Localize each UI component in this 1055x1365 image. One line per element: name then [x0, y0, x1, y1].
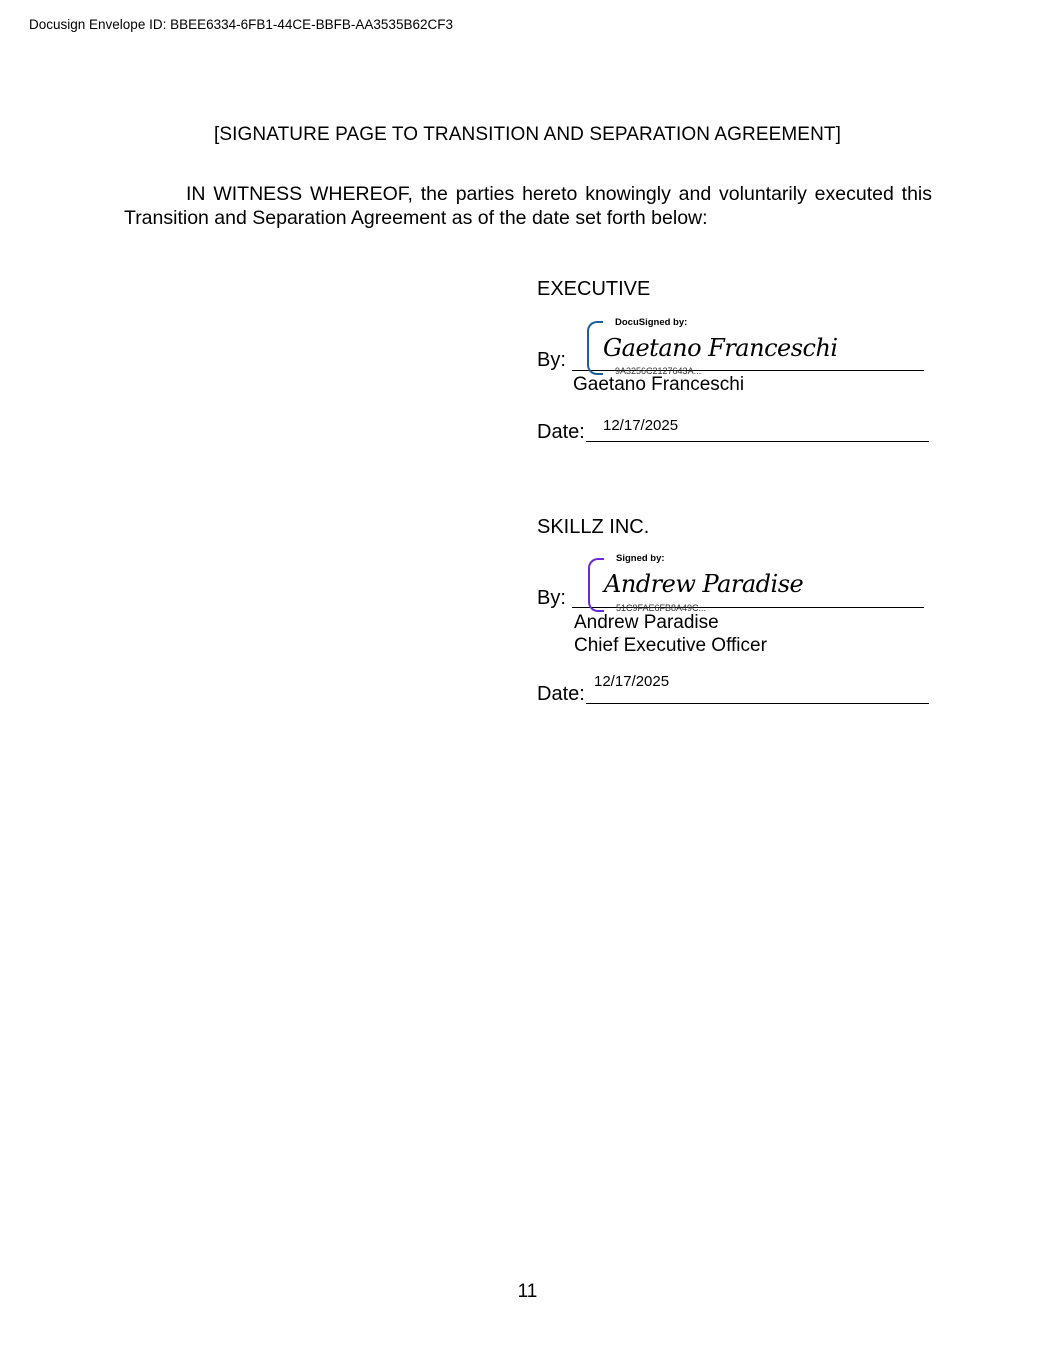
executive-docusign-bracket	[587, 321, 603, 375]
executive-date-line	[586, 441, 929, 442]
company-signature: Andrew Paradise	[604, 570, 804, 598]
executive-docusign-id: 9A3256C2127643A...	[615, 366, 702, 376]
witness-line-1: IN WITNESS WHEREOF, the parties hereto knowingly and voluntarily executed this	[186, 183, 932, 205]
witness-paragraph	[124, 182, 932, 230]
witness-line-2: Transition and Separation Agreement as of the date set forth below:	[124, 207, 708, 229]
company-docusign-label: Signed by:	[616, 553, 665, 564]
company-docusign-id: 51C9FAE6FB8A49C...	[616, 603, 707, 613]
executive-heading: EXECUTIVE	[537, 278, 651, 300]
envelope-id: Docusign Envelope ID: BBEE6334-6FB1-44CE-BBFB-AA3535B62CF3	[29, 17, 453, 32]
executive-date-value: 12/17/2025	[603, 417, 679, 434]
executive-docusign-label: DocuSigned by:	[615, 317, 688, 328]
executive-printed-name: Gaetano Franceschi	[573, 374, 745, 395]
company-printed-title: Chief Executive Officer	[574, 635, 767, 656]
page-title: [SIGNATURE PAGE TO TRANSITION AND SEPARATION AGREEMENT]	[214, 124, 841, 145]
company-docusign-bracket	[588, 558, 604, 612]
executive-date-label: Date:	[537, 421, 585, 443]
executive-signature: Gaetano Franceschi	[603, 334, 838, 362]
company-date-label: Date:	[537, 683, 585, 705]
company-printed-name: Andrew Paradise	[574, 612, 719, 633]
executive-by-label: By:	[537, 349, 566, 371]
page-number: 11	[517, 1281, 538, 1302]
company-date-value: 12/17/2025	[594, 673, 670, 690]
company-by-label: By:	[537, 587, 566, 609]
company-heading: SKILLZ INC.	[537, 516, 650, 538]
company-date-line	[586, 703, 929, 704]
